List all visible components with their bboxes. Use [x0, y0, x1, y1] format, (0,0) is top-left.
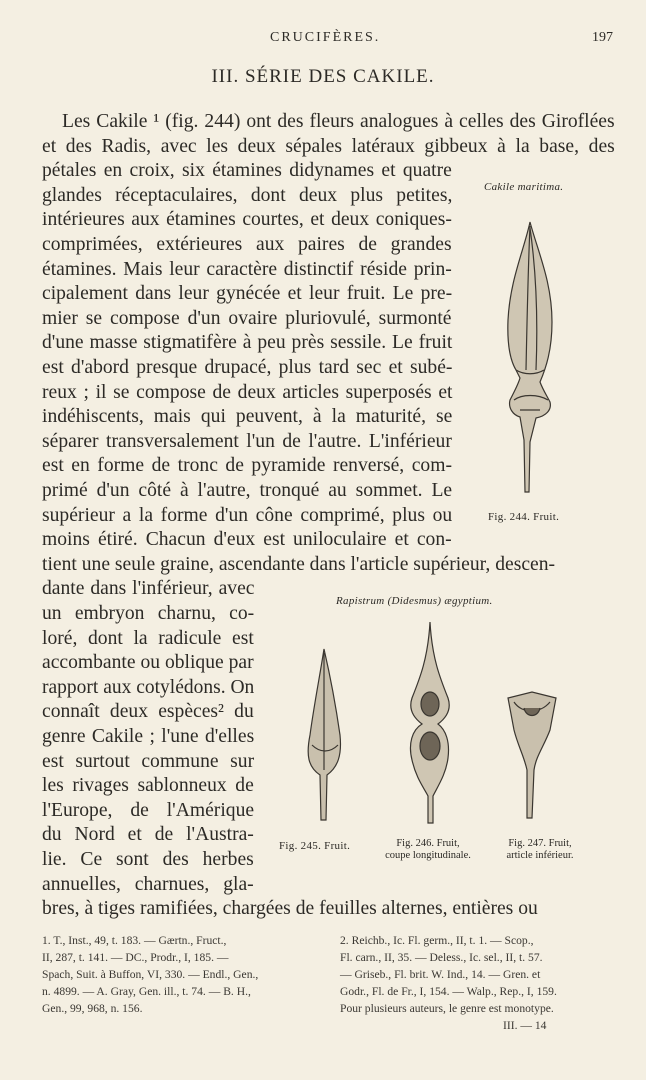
- body-line: l'Europe, de l'Amérique: [42, 799, 255, 821]
- body-line: du Nord et de l'Austra-: [42, 824, 254, 846]
- footnote-line: n. 4899. — A. Gray, Gen. ill., t. 74. — B. H.,: [42, 985, 251, 998]
- footnote-line: 2. Reichb., Ic. Fl. germ., II, t. 1. — Scop.,: [340, 934, 534, 947]
- body-line: genre Cakile ; l'une d'elles: [42, 726, 255, 747]
- running-head: CRUCIFÈRES.: [270, 30, 381, 45]
- page-number: 197: [592, 30, 613, 45]
- section-title: III. SÉRIE DES CAKILE.: [211, 66, 435, 87]
- fig244-illustration: [480, 210, 590, 500]
- fig247-caption-line1: Fig. 247. Fruit,: [508, 838, 572, 849]
- fig246-illustration: [400, 618, 460, 830]
- signature-mark: III. — 14: [503, 1019, 547, 1032]
- body-line: Les Cakile ¹ (fig. 244) ont des fleurs analogues à celles des Giroflées: [62, 111, 615, 132]
- body-line: rapport aux cotylédons. On: [42, 676, 255, 698]
- body-line: un embryon charnu, co-: [42, 603, 255, 624]
- body-line: séparer transversalement l'un de l'autre. L'inférieur: [42, 430, 452, 452]
- body-line: est en forme de tronc de pyramide renversé, com-: [42, 455, 452, 477]
- body-line: cipalement dans leur gynécée et leur fruit. Le pre-: [42, 283, 453, 305]
- fig245-caption: Fig. 245. Fruit.: [279, 840, 351, 852]
- body-line: mier se compose d'un ovaire pluriovulé, surmonté: [42, 307, 452, 329]
- body-line: les rivages sablonneux de: [42, 775, 254, 797]
- body-line: étamines. Mais leur caractère distinctif réside prin-: [42, 258, 452, 280]
- page-header: [0, 30, 646, 50]
- fig247-caption: [480, 838, 600, 862]
- body-line: connaît deux espèces² du: [42, 701, 254, 723]
- footnote-line: Spach, Suit. à Buffon, VI, 330. — Endl., Gen.,: [42, 968, 259, 981]
- footnote-line: Pour plusieurs auteurs, le genre est monotype.: [340, 1002, 554, 1015]
- body-line: supérieur a la forme d'un cône comprimé, plus ou: [42, 504, 453, 526]
- fig247-illustration: [500, 690, 570, 825]
- body-line: reux ; il se compose de deux articles superposés et: [42, 381, 453, 403]
- body-line: pétales en croix, six étamines didynames et quatre: [42, 160, 452, 182]
- body-line: d'une masse stigmatifère à peu près sessile. Le fruit: [42, 332, 453, 354]
- body-line: dante dans l'inférieur, avec: [42, 578, 255, 600]
- body-line: indéhiscents, mais qui peuvent, à la maturité, se: [42, 406, 453, 428]
- rapistrum-species-label: Rapistrum (Didesmus) ægyptium.: [336, 595, 493, 607]
- body-line: annuelles, charnues, gla-: [42, 873, 254, 895]
- fig246-caption-line2: coupe longitudinale.: [385, 850, 471, 861]
- body-line: comprimées, extérieures aux paires de grandes: [42, 234, 452, 255]
- fig244-species-label: Cakile maritima.: [484, 181, 564, 193]
- body-line: et des Radis, avec les deux sépales latéraux gibbeux à la base, des: [42, 135, 615, 157]
- fig246-caption-line1: Fig. 246. Fruit,: [396, 838, 460, 849]
- footnote-line: Gen., 99, 968, n. 156.: [42, 1002, 143, 1015]
- fig246-caption: [368, 838, 488, 862]
- body-line: accombante ou oblique par: [42, 652, 254, 674]
- footnote-line: — Griseb., Fl. brit. W. Ind., 14. — Gren. et: [340, 968, 541, 981]
- fig244-caption: Fig. 244. Fruit.: [488, 511, 560, 523]
- body-line: loré, dont la radicule est: [42, 627, 254, 649]
- body-line: est d'abord presque drupacé, plus tard sec et subé-: [42, 357, 453, 378]
- footnote-line: 1. T., Inst., 49, t. 183. — Gærtn., Fruct.,: [42, 934, 227, 947]
- footnote-line: Godr., Fl. de Fr., I, 154. — Walp., Rep., I, 159.: [340, 985, 557, 998]
- body-line: bres, à tiges ramifiées, chargées de feuilles alternes, entières ou: [42, 898, 538, 920]
- body-line: est surtout commune sur: [42, 750, 255, 772]
- body-line: tient une seule graine, ascendante dans l'article supérieur, descen-: [42, 553, 556, 575]
- fig245-illustration: [296, 645, 356, 830]
- body-line: moins étiré. Chacun d'eux est uniloculaire et con-: [42, 529, 452, 551]
- body-line: lie. Ce sont des herbes: [42, 849, 254, 870]
- footnote-line: Fl. carn., II, 35. — Deless., Ic. sel., II, t. 57.: [340, 951, 543, 964]
- fig247-caption-line2: article inférieur.: [506, 850, 574, 861]
- body-line: intérieures aux étamines courtes, et deux coniques-: [42, 209, 452, 231]
- footnote-line: II, 287, t. 141. — DC., Prodr., I, 185. —: [42, 951, 229, 964]
- body-line: primé d'un côté à l'autre, tronqué au sommet. Le: [42, 480, 453, 501]
- body-line: glandes réceptaculaires, dont deux plus petites,: [42, 184, 453, 206]
